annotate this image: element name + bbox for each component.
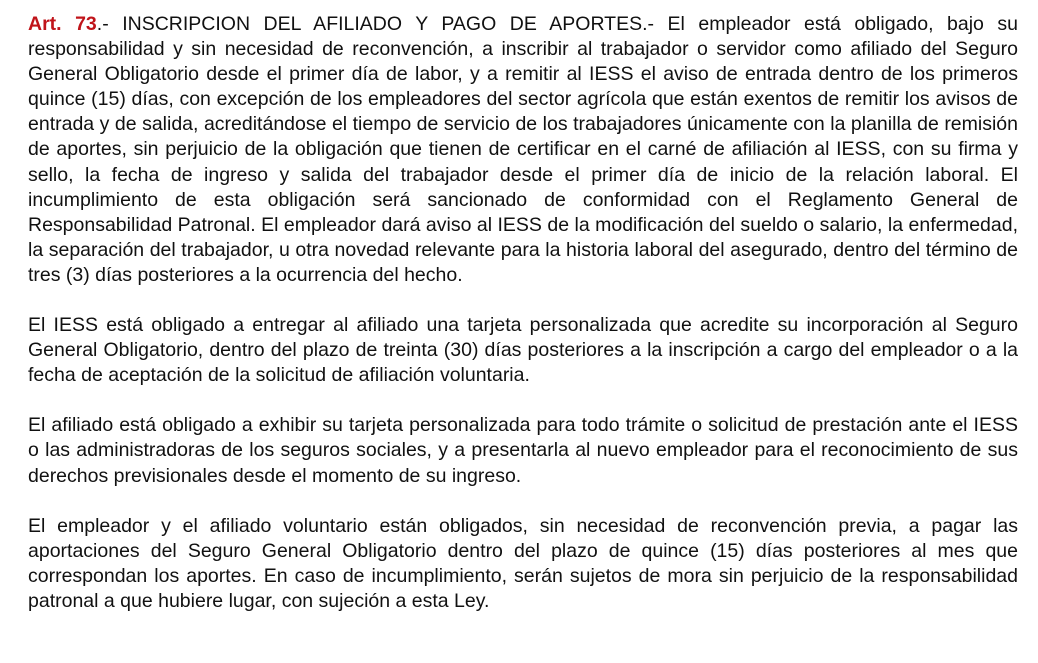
article-paragraph-2: El IESS está obligado a entregar al afiliado una tarjeta personalizada que acredite su incorporación al Seguro General Obligatorio, dentro del plazo de treinta (30) días posteriores a la inscripción a cargo del empleador o a la fecha de aceptación de la solicitud de afiliación voluntaria. (28, 314, 1018, 387)
article-number-label: Art. 73 (28, 13, 97, 35)
article-73-document (28, 12, 1018, 614)
article-paragraph-4: El empleador y el afiliado voluntario están obligados, sin necesidad de reconvención previa, a pagar las aportaciones del Seguro General Obligatorio dentro del plazo de quince (15) días posteriores al mes que correspondan los aportes. En caso de incumplimiento, serán sujetos de mora sin perjuicio de la responsabilidad patronal a que hubiere lugar, con sujeción a esta Ley. (28, 514, 1018, 612)
article-paragraph-1 (28, 12, 1018, 288)
article-heading-text: .- INSCRIPCION DEL AFILIADO Y PAGO DE APORTES.- El empleador está obligado, bajo su responsabilidad y sin necesidad de reconvención, a inscribir al trabajador o servidor como afiliado del Seguro General Obligatorio desde el primer día de labor, y a remitir al IESS el aviso de entrada dentro de los primeros quince (15) días, con excepción de los empleadores del sector agrícola que están exentos de remitir los avisos de entrada y de salida, acreditándose el tiempo de servicio de los trabajadores únicamente con la planilla de remisión de aportes, sin perjuicio de la obligación que tienen de certificar en el carné de afiliación al IESS, con su firma y sello, la fecha de ingreso y salida del trabajador desde el primer día de inicio de la relación laboral. El incumplimiento de esta obligación será sancionado de conformidad con el Reglamento General de Responsabilidad Patronal. El empleador dará aviso al IESS de la modificación del sueldo o salario, la enfermedad, la separación del trabajador, u otra novedad relevante para la historia laboral del asegurado, dentro del término de tres (3) días posteriores a la ocurrencia del hecho. (28, 13, 1018, 286)
article-paragraph-3: El afiliado está obligado a exhibir su tarjeta personalizada para todo trámite o solicitud de prestación ante el IESS o las administradoras de los seguros sociales, y a presentarla al nuevo empleador para el reconocimiento de sus derechos previsionales desde el momento de su ingreso. (28, 414, 1018, 487)
